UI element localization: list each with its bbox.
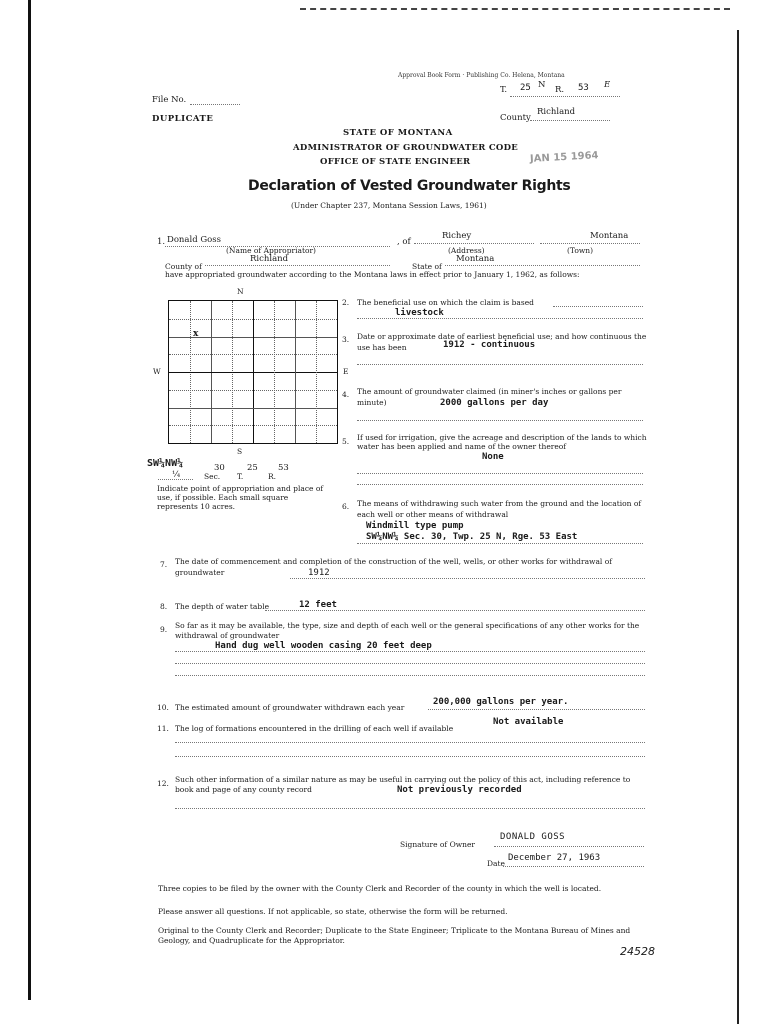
received-stamp: JAN 15 1964 bbox=[529, 150, 599, 165]
item-5-line-a bbox=[357, 473, 643, 474]
grid-south: S bbox=[237, 447, 243, 456]
item-3-line bbox=[357, 364, 643, 365]
grid-caption: Indicate point of appropriation and place of use, if possible. Each small square represents 10 acres. bbox=[157, 484, 324, 511]
grid-east: E bbox=[343, 367, 349, 376]
appropriator-name: Donald Goss bbox=[167, 235, 221, 245]
date-label: Date bbox=[487, 859, 505, 868]
scan-edge-right bbox=[737, 30, 739, 1024]
state-of-value: Montana bbox=[456, 254, 495, 264]
county-line bbox=[530, 120, 610, 121]
form-title: Declaration of Vested Groundwater Rights bbox=[248, 178, 571, 194]
section-label: Sec. bbox=[204, 472, 221, 481]
item-2-text: The beneficial use on which the claim is based bbox=[357, 298, 534, 307]
grid-line-h bbox=[169, 408, 337, 409]
item-2-num: 2. bbox=[342, 298, 350, 307]
appropriation-point-mark: x bbox=[193, 329, 199, 339]
address-value: Richey bbox=[442, 231, 472, 241]
signature-line bbox=[494, 846, 644, 847]
county-of-line bbox=[205, 265, 390, 266]
item-10-text: The estimated amount of groundwater withdrawn each year bbox=[175, 703, 405, 712]
item-5-num: 5. bbox=[342, 437, 350, 446]
range-dir: E bbox=[604, 80, 611, 90]
duplicate-label: DUPLICATE bbox=[152, 114, 214, 124]
name-label: (Name of Appropriator) bbox=[226, 246, 316, 255]
item-7-answer: 1912 bbox=[308, 568, 330, 578]
item-6-text: The means of withdrawing such water from the ground and the location of each well or other means of withdrawal bbox=[357, 499, 642, 519]
section-value: 30 bbox=[214, 463, 225, 473]
county-label: County bbox=[500, 113, 531, 123]
item-9-line-a bbox=[175, 651, 645, 652]
item-9-line-b bbox=[175, 663, 645, 664]
form-number: 24528 bbox=[620, 945, 655, 958]
address-line bbox=[414, 243, 534, 244]
footer-filing-note: Three copies to be filed by the owner with the County Clerk and Recorder of the county in which the well is located. bbox=[158, 884, 602, 893]
item-10-line bbox=[428, 709, 645, 710]
item-6-answer-location: SW¼NW¼ Sec. 30, Twp. 25 N, Rge. 53 East bbox=[366, 532, 578, 542]
quarter-line bbox=[158, 479, 193, 480]
item-7-text: The date of commencement and completion of the construction of the well, wells, or other works for withdrawal of groundwater bbox=[175, 557, 613, 577]
grid-north: N bbox=[237, 287, 244, 296]
item-5-answer: None bbox=[482, 452, 504, 462]
grid-line-v bbox=[316, 301, 317, 443]
footer-distribution-note: Original to the County Clerk and Recorder; Duplicate to the State Engineer; Triplicate to the Montana Bureau of Mines and Geology, and Quadruplicate for the Appropriator. bbox=[158, 926, 631, 945]
item-6-num: 6. bbox=[342, 502, 350, 511]
state-of-line bbox=[445, 265, 640, 266]
file-no-line bbox=[190, 104, 240, 105]
file-no-label: File No. bbox=[152, 95, 187, 105]
range-grid-value: 53 bbox=[278, 463, 289, 473]
have-appropriated-line: have appropriated groundwater according to the Montana laws in effect prior to January 1, 1962, as follows: bbox=[165, 270, 580, 279]
item-7-line bbox=[290, 578, 645, 579]
scan-edge-top bbox=[300, 8, 730, 10]
grid-line-v bbox=[274, 301, 275, 443]
item-3-num: 3. bbox=[342, 335, 350, 344]
item-9-line-c bbox=[175, 675, 645, 676]
item-4-line bbox=[357, 420, 643, 421]
item-8-line bbox=[265, 610, 645, 611]
range-grid-label: R. bbox=[268, 472, 277, 481]
state-line: STATE OF MONTANA bbox=[343, 128, 453, 138]
item-12-answer: Not previously recorded bbox=[397, 785, 522, 795]
item-11-num: 11. bbox=[157, 724, 169, 733]
item-12-num: 12. bbox=[157, 779, 169, 788]
item-4-answer: 2000 gallons per day bbox=[440, 398, 549, 408]
owner-signature: DONALD GOSS bbox=[500, 832, 566, 842]
grid-line-h bbox=[169, 425, 337, 426]
item-2-line-b bbox=[357, 318, 643, 319]
item-3-text: Date or approximate date of earliest beneficial use; and how continuous the use has been bbox=[357, 332, 647, 352]
administrator-line: ADMINISTRATOR OF GROUNDWATER CODE bbox=[293, 143, 519, 153]
of-label: , of bbox=[397, 237, 411, 247]
state-of-label: State of bbox=[412, 262, 442, 271]
item-6-line bbox=[357, 543, 643, 544]
address-label: (Address) bbox=[448, 246, 485, 255]
item-3-answer: 1912 - continuous bbox=[443, 340, 536, 350]
date-line bbox=[503, 866, 644, 867]
item-5-line-b bbox=[357, 484, 643, 485]
county-value: Richland bbox=[537, 107, 576, 117]
county-of-value: Richland bbox=[250, 254, 289, 264]
township-label: T. bbox=[500, 85, 508, 95]
item-9-num: 9. bbox=[160, 625, 168, 634]
item-5-text: If used for irrigation, give the acreage and description of the lands to which water has been applied and name of the owner thereof bbox=[357, 433, 647, 451]
item-11-answer: Not available bbox=[493, 717, 564, 727]
township-dir: N bbox=[538, 80, 546, 90]
grid-line-h bbox=[169, 372, 337, 373]
item-9-text: So far as it may be available, the type, size and depth of each well or the general specifications of any other works for the withdrawal of groundwater bbox=[175, 621, 640, 640]
range-value: 53 bbox=[578, 83, 589, 93]
signature-date: December 27, 1963 bbox=[508, 853, 601, 863]
approval-line: Approval Book Form · Publishing Co. Helena, Montana bbox=[398, 72, 565, 79]
item-7-num: 7. bbox=[160, 560, 168, 569]
item-8-answer: 12 feet bbox=[299, 600, 337, 610]
item-8-text: The depth of water table bbox=[175, 602, 270, 611]
item-2-answer: livestock bbox=[395, 308, 444, 318]
location-quarter: ¼ bbox=[172, 470, 181, 480]
signature-label: Signature of Owner bbox=[400, 840, 475, 849]
item-1-num: 1. bbox=[157, 237, 166, 247]
tr-line bbox=[510, 96, 620, 97]
town-value: Montana bbox=[590, 231, 629, 241]
grid-line-v bbox=[295, 301, 296, 443]
item-6-answer-pump: Windmill type pump bbox=[366, 521, 464, 531]
county-of-label: County of bbox=[165, 262, 202, 271]
township-grid-value: 25 bbox=[247, 463, 258, 473]
item-2-line-a bbox=[553, 306, 643, 307]
item-4-num: 4. bbox=[342, 390, 350, 399]
township-value: 25 bbox=[520, 83, 531, 93]
range-label: R. bbox=[555, 85, 565, 95]
town-label: (Town) bbox=[567, 246, 594, 255]
footer-answer-note: Please answer all questions. If not applicable, so state, otherwise the form will be returned. bbox=[158, 907, 508, 916]
item-12-text: Such other information of a similar nature as may be useful in carrying out the policy of this act, including reference to book and page of any county record bbox=[175, 775, 631, 794]
item-4-text: The amount of groundwater claimed (in miner's inches or gallons per minute) bbox=[357, 387, 622, 407]
grid-west: W bbox=[153, 367, 161, 376]
town-line bbox=[540, 243, 640, 244]
legal-location: SW¼NW¼ bbox=[147, 458, 184, 469]
section-grid bbox=[168, 300, 338, 444]
item-11-text: The log of formations encountered in the drilling of each well if available bbox=[175, 724, 454, 733]
item-10-num: 10. bbox=[157, 703, 169, 712]
item-11-line-a bbox=[175, 742, 645, 743]
item-11-line-b bbox=[175, 756, 645, 757]
item-10-answer: 200,000 gallons per year. bbox=[433, 697, 569, 707]
office-line: OFFICE OF STATE ENGINEER bbox=[320, 157, 471, 167]
grid-line-h bbox=[169, 390, 337, 391]
scan-edge-left bbox=[28, 0, 31, 1000]
form-subtitle: (Under Chapter 237, Montana Session Laws, 1961) bbox=[291, 201, 487, 210]
item-12-line bbox=[175, 808, 645, 809]
item-8-num: 8. bbox=[160, 602, 168, 611]
item-9-answer: Hand dug well wooden casing 20 feet deep bbox=[215, 641, 432, 651]
township-grid-label: T. bbox=[237, 472, 244, 481]
